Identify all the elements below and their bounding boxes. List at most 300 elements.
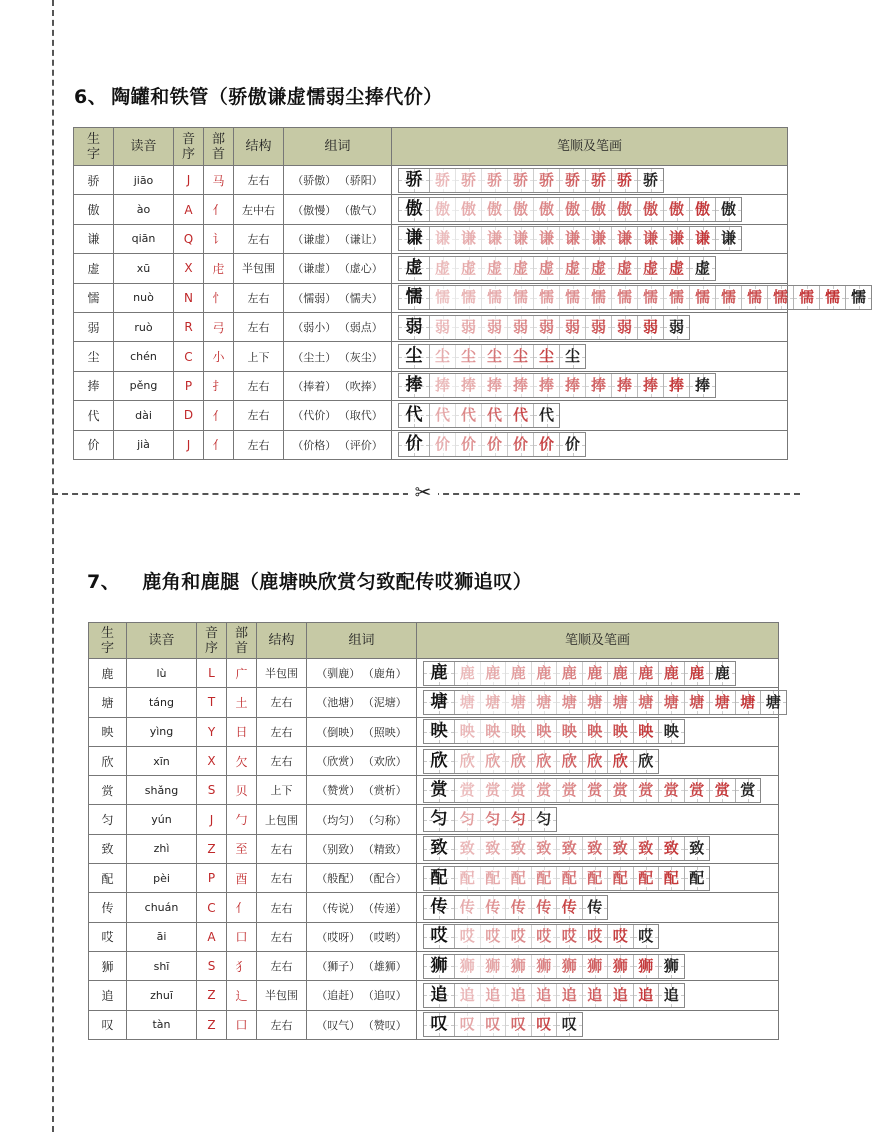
stroke-step-glyph: 致 bbox=[638, 839, 654, 858]
stroke-model-glyph: 映 bbox=[430, 721, 448, 742]
stroke-step-glyph: 欣 bbox=[638, 751, 654, 770]
stroke-step bbox=[612, 374, 638, 397]
structure: 左右 bbox=[234, 224, 284, 253]
stroke-step bbox=[481, 896, 507, 919]
stroke-step-glyph: 追 bbox=[536, 985, 552, 1004]
stroke-step bbox=[634, 750, 659, 773]
new-character: 哎 bbox=[89, 922, 127, 951]
pinyin: tàn bbox=[127, 1010, 197, 1039]
stroke-step-glyph: 映 bbox=[587, 722, 603, 741]
radical: 辶 bbox=[227, 981, 257, 1010]
stroke-step bbox=[456, 374, 482, 397]
stroke-step bbox=[612, 227, 638, 250]
stroke-order bbox=[417, 746, 779, 775]
stroke-step-glyph: 代 bbox=[538, 405, 554, 424]
stroke-step bbox=[710, 691, 736, 714]
new-character: 追 bbox=[89, 981, 127, 1010]
stroke-step bbox=[455, 691, 481, 714]
stroke-step-glyph: 赏 bbox=[561, 780, 577, 799]
word-example: （赏析） bbox=[368, 784, 407, 798]
word-examples bbox=[307, 659, 417, 688]
pinyin: shǎng bbox=[127, 776, 197, 805]
stroke-step-glyph: 虚 bbox=[460, 258, 476, 277]
stroke-step bbox=[685, 867, 710, 890]
stroke-step bbox=[716, 198, 741, 221]
stroke-step-glyph: 哎 bbox=[587, 927, 603, 946]
stroke-step-glyph: 谦 bbox=[512, 229, 528, 248]
stroke-step-glyph: 骄 bbox=[590, 170, 606, 189]
stroke-step bbox=[506, 837, 532, 860]
stroke-step-glyph: 塘 bbox=[587, 692, 603, 711]
stroke-step-glyph: 懦 bbox=[824, 288, 840, 307]
stroke-step-glyph: 傲 bbox=[616, 200, 632, 219]
stroke-step-glyph: 配 bbox=[485, 868, 501, 887]
stroke-step bbox=[690, 257, 715, 280]
structure: 左右 bbox=[257, 864, 307, 893]
stroke-step bbox=[534, 345, 560, 368]
phonetic-letter: J bbox=[197, 805, 227, 834]
stroke-order bbox=[417, 834, 779, 863]
stroke-step bbox=[508, 227, 534, 250]
stroke-order bbox=[392, 224, 788, 253]
pinyin: táng bbox=[127, 688, 197, 717]
stroke-step bbox=[560, 433, 585, 456]
structure: 左中右 bbox=[234, 195, 284, 224]
stroke-step bbox=[557, 750, 583, 773]
stroke-order bbox=[417, 776, 779, 805]
stroke-step-glyph: 傲 bbox=[434, 200, 450, 219]
stroke-step-glyph: 欣 bbox=[561, 751, 577, 770]
stroke-step-glyph: 骄 bbox=[460, 170, 476, 189]
stroke-model-char bbox=[424, 984, 455, 1007]
stroke-step bbox=[508, 374, 534, 397]
word-examples bbox=[284, 371, 392, 400]
stroke-step bbox=[506, 896, 532, 919]
stroke-step-glyph: 致 bbox=[689, 839, 705, 858]
stroke-step bbox=[716, 286, 742, 309]
stroke-step bbox=[685, 662, 711, 685]
stroke-step bbox=[481, 925, 507, 948]
stroke-step bbox=[482, 316, 508, 339]
stroke-step bbox=[634, 925, 659, 948]
stroke-step bbox=[455, 984, 481, 1007]
stroke-step bbox=[612, 257, 638, 280]
column-header-label: 笔顺及笔画 bbox=[564, 633, 630, 648]
stroke-step-glyph: 捧 bbox=[642, 376, 658, 395]
column-header-label: 结构 bbox=[245, 139, 272, 154]
stroke-step bbox=[659, 955, 684, 978]
column-header bbox=[127, 623, 197, 659]
stroke-step-glyph: 弱 bbox=[486, 317, 502, 336]
table-row bbox=[89, 688, 779, 717]
word-example: （赞赏） bbox=[316, 784, 361, 798]
stroke-grid bbox=[423, 983, 685, 1008]
stroke-step-glyph: 傲 bbox=[668, 200, 684, 219]
stroke-model-char bbox=[424, 750, 455, 773]
stroke-step-glyph: 代 bbox=[486, 405, 502, 424]
stroke-model-glyph: 追 bbox=[430, 984, 448, 1005]
stroke-step bbox=[638, 169, 663, 192]
stroke-step-glyph: 追 bbox=[612, 985, 628, 1004]
stroke-step-glyph: 赏 bbox=[459, 780, 475, 799]
header-row bbox=[89, 623, 779, 659]
stroke-step-glyph: 配 bbox=[663, 868, 679, 887]
stroke-grid bbox=[398, 285, 872, 310]
stroke-step-glyph: 配 bbox=[587, 868, 603, 887]
stroke-step-glyph: 虚 bbox=[512, 258, 528, 277]
stroke-step bbox=[664, 257, 690, 280]
new-character: 尘 bbox=[74, 342, 114, 371]
stroke-step-glyph: 捧 bbox=[694, 376, 710, 395]
structure: 左右 bbox=[257, 951, 307, 980]
stroke-step-glyph: 追 bbox=[510, 985, 526, 1004]
stroke-step bbox=[638, 286, 664, 309]
stroke-step-glyph: 弱 bbox=[590, 317, 606, 336]
word-examples bbox=[307, 717, 417, 746]
stroke-grid bbox=[398, 168, 664, 193]
phonetic-letter: A bbox=[174, 195, 204, 224]
table-row bbox=[89, 717, 779, 746]
stroke-step-glyph: 懦 bbox=[564, 288, 580, 307]
radical: 欠 bbox=[227, 746, 257, 775]
stroke-grid bbox=[423, 895, 608, 920]
stroke-step bbox=[532, 720, 558, 743]
stroke-step-glyph: 致 bbox=[459, 839, 475, 858]
stroke-step-glyph: 追 bbox=[485, 985, 501, 1004]
stroke-step bbox=[481, 867, 507, 890]
column-header-label: 部首 bbox=[234, 625, 248, 656]
stroke-step-glyph: 叹 bbox=[485, 1015, 501, 1034]
stroke-step-glyph: 赏 bbox=[612, 780, 628, 799]
stroke-step-glyph: 虚 bbox=[668, 258, 684, 277]
stroke-model-char bbox=[399, 316, 430, 339]
column-header bbox=[174, 128, 204, 166]
stroke-step-glyph: 懦 bbox=[512, 288, 528, 307]
stroke-step bbox=[508, 198, 534, 221]
stroke-step-glyph: 塘 bbox=[714, 692, 730, 711]
stroke-step-glyph: 骄 bbox=[564, 170, 580, 189]
stroke-step-glyph: 尘 bbox=[538, 347, 554, 366]
stroke-step-glyph: 代 bbox=[512, 405, 528, 424]
structure: 左右 bbox=[234, 401, 284, 430]
structure: 左右 bbox=[234, 166, 284, 195]
stroke-step bbox=[430, 316, 456, 339]
stroke-step-glyph: 鹿 bbox=[638, 663, 654, 682]
stroke-model-char bbox=[399, 227, 430, 250]
stroke-step-glyph: 傲 bbox=[538, 200, 554, 219]
stroke-step-glyph: 虚 bbox=[486, 258, 502, 277]
stroke-step-glyph: 虚 bbox=[434, 258, 450, 277]
table-row bbox=[74, 430, 788, 459]
structure: 半包围 bbox=[257, 659, 307, 688]
stroke-model-glyph: 赏 bbox=[430, 779, 448, 800]
stroke-step-glyph: 傲 bbox=[512, 200, 528, 219]
stroke-step bbox=[638, 374, 664, 397]
stroke-step-glyph: 虚 bbox=[642, 258, 658, 277]
table-row bbox=[89, 893, 779, 922]
column-header-label: 结构 bbox=[268, 633, 295, 648]
stroke-step bbox=[608, 720, 634, 743]
radical: 小 bbox=[204, 342, 234, 371]
phonetic-letter: Z bbox=[197, 1010, 227, 1039]
stroke-step bbox=[634, 837, 660, 860]
stroke-step bbox=[736, 691, 762, 714]
stroke-step bbox=[560, 169, 586, 192]
stroke-step-glyph: 欣 bbox=[536, 751, 552, 770]
stroke-step-glyph: 价 bbox=[512, 435, 528, 454]
stroke-step bbox=[532, 662, 558, 685]
stroke-step bbox=[560, 198, 586, 221]
stroke-step bbox=[608, 867, 634, 890]
stroke-step-glyph: 赏 bbox=[714, 780, 730, 799]
table-row bbox=[89, 1010, 779, 1039]
new-character: 价 bbox=[74, 430, 114, 459]
stroke-step-glyph: 叹 bbox=[536, 1015, 552, 1034]
table-row bbox=[89, 864, 779, 893]
stroke-step bbox=[586, 257, 612, 280]
column-header-label: 生字 bbox=[100, 625, 114, 656]
stroke-step bbox=[659, 662, 685, 685]
new-character: 塘 bbox=[89, 688, 127, 717]
stroke-step bbox=[608, 750, 634, 773]
column-header-label: 读音 bbox=[130, 139, 157, 154]
stroke-step bbox=[608, 925, 634, 948]
stroke-step bbox=[583, 691, 609, 714]
phonetic-letter: Z bbox=[197, 834, 227, 863]
stroke-step bbox=[481, 1013, 507, 1036]
stroke-step bbox=[532, 925, 558, 948]
structure: 左右 bbox=[257, 922, 307, 951]
pinyin: qiān bbox=[114, 224, 174, 253]
stroke-step-glyph: 塘 bbox=[510, 692, 526, 711]
new-character: 传 bbox=[89, 893, 127, 922]
stroke-step bbox=[532, 779, 558, 802]
pinyin: chén bbox=[114, 342, 174, 371]
column-header-label: 组词 bbox=[348, 633, 375, 648]
stroke-step bbox=[430, 345, 456, 368]
stroke-step-glyph: 骄 bbox=[486, 170, 502, 189]
stroke-step bbox=[456, 257, 482, 280]
stroke-step bbox=[557, 691, 583, 714]
structure: 上包围 bbox=[257, 805, 307, 834]
stroke-step bbox=[482, 198, 508, 221]
word-examples bbox=[307, 893, 417, 922]
column-header bbox=[197, 623, 227, 659]
stroke-step bbox=[608, 955, 634, 978]
stroke-step-glyph: 谦 bbox=[668, 229, 684, 248]
structure: 半包围 bbox=[257, 981, 307, 1010]
phonetic-letter: C bbox=[174, 342, 204, 371]
stroke-step bbox=[430, 433, 456, 456]
stroke-step bbox=[506, 867, 532, 890]
stroke-step bbox=[481, 750, 507, 773]
stroke-step-glyph: 弱 bbox=[642, 317, 658, 336]
word-example: （虚心） bbox=[344, 262, 383, 276]
stroke-step-glyph: 鹿 bbox=[485, 663, 501, 682]
word-examples bbox=[307, 922, 417, 951]
stroke-model-char bbox=[399, 257, 430, 280]
phonetic-letter: Y bbox=[197, 717, 227, 746]
section-7-title bbox=[87, 567, 532, 594]
word-example: （谦让） bbox=[344, 232, 383, 246]
stroke-step bbox=[456, 433, 482, 456]
stroke-model-char bbox=[399, 198, 430, 221]
stroke-step bbox=[532, 867, 558, 890]
word-example: （欣赏） bbox=[316, 755, 361, 769]
stroke-step-glyph: 骄 bbox=[616, 170, 632, 189]
radical: 贝 bbox=[227, 776, 257, 805]
section-number: 7、 bbox=[87, 571, 121, 593]
stroke-step bbox=[634, 955, 660, 978]
stroke-step-glyph: 塘 bbox=[561, 692, 577, 711]
word-example: （别致） bbox=[316, 842, 361, 856]
radical: 忄 bbox=[204, 283, 234, 312]
stroke-model-glyph: 配 bbox=[430, 867, 448, 888]
stroke-step-glyph: 谦 bbox=[694, 229, 710, 248]
table-row bbox=[89, 776, 779, 805]
stroke-step bbox=[455, 837, 481, 860]
stroke-step-glyph: 追 bbox=[638, 985, 654, 1004]
stroke-step-glyph: 赏 bbox=[536, 780, 552, 799]
stroke-grid bbox=[423, 924, 659, 949]
stroke-grid bbox=[398, 197, 742, 222]
stroke-model-glyph: 匀 bbox=[430, 809, 448, 830]
word-example: （鹿角） bbox=[368, 667, 407, 681]
stroke-step bbox=[768, 286, 794, 309]
stroke-model-char bbox=[424, 837, 455, 860]
stroke-step-glyph: 谦 bbox=[564, 229, 580, 248]
radical: 口 bbox=[227, 922, 257, 951]
word-example: （骄阳） bbox=[344, 174, 383, 188]
stroke-step bbox=[557, 720, 583, 743]
stroke-step-glyph: 映 bbox=[561, 722, 577, 741]
stroke-step bbox=[586, 169, 612, 192]
radical: 土 bbox=[227, 688, 257, 717]
stroke-step bbox=[534, 227, 560, 250]
stroke-step bbox=[534, 374, 560, 397]
phonetic-letter: X bbox=[174, 254, 204, 283]
stroke-step-glyph: 匀 bbox=[510, 810, 526, 829]
new-character: 捧 bbox=[74, 371, 114, 400]
stroke-step bbox=[532, 750, 558, 773]
radical: 亻 bbox=[204, 401, 234, 430]
structure: 左右 bbox=[234, 371, 284, 400]
stroke-step-glyph: 鹿 bbox=[561, 663, 577, 682]
new-character: 欣 bbox=[89, 746, 127, 775]
stroke-grid bbox=[398, 373, 716, 398]
stroke-step bbox=[634, 867, 660, 890]
stroke-step bbox=[508, 257, 534, 280]
column-header-label: 音序 bbox=[204, 625, 218, 656]
phonetic-letter: S bbox=[197, 951, 227, 980]
stroke-step-glyph: 哎 bbox=[536, 927, 552, 946]
table-row bbox=[89, 981, 779, 1010]
stroke-step bbox=[456, 169, 482, 192]
table-row bbox=[74, 166, 788, 195]
pinyin: zhuī bbox=[127, 981, 197, 1010]
new-character: 映 bbox=[89, 717, 127, 746]
column-header bbox=[234, 128, 284, 166]
structure: 半包围 bbox=[234, 254, 284, 283]
word-example: （懦弱） bbox=[292, 291, 337, 305]
stroke-step bbox=[608, 837, 634, 860]
stroke-step-glyph: 傲 bbox=[694, 200, 710, 219]
stroke-model-glyph: 叹 bbox=[430, 1014, 448, 1035]
pinyin: yún bbox=[127, 805, 197, 834]
stroke-step-glyph: 虚 bbox=[590, 258, 606, 277]
stroke-step-glyph: 价 bbox=[460, 435, 476, 454]
stroke-step-glyph: 捧 bbox=[460, 376, 476, 395]
stroke-model-glyph: 傲 bbox=[405, 199, 423, 220]
stroke-step-glyph: 配 bbox=[510, 868, 526, 887]
word-example: （泥塘） bbox=[368, 696, 407, 710]
stroke-grid bbox=[423, 661, 736, 686]
stroke-step-glyph: 傲 bbox=[486, 200, 502, 219]
stroke-step-glyph: 弱 bbox=[460, 317, 476, 336]
stroke-step-glyph: 配 bbox=[689, 868, 705, 887]
stroke-step-glyph: 虚 bbox=[694, 258, 710, 277]
word-example: （配合） bbox=[368, 872, 407, 886]
stroke-model-glyph: 狮 bbox=[430, 955, 448, 976]
stroke-model-glyph: 欣 bbox=[430, 750, 448, 771]
stroke-step bbox=[583, 720, 609, 743]
column-header bbox=[227, 623, 257, 659]
new-character: 傲 bbox=[74, 195, 114, 224]
stroke-step bbox=[481, 837, 507, 860]
stroke-model-char bbox=[399, 345, 430, 368]
stroke-model-char bbox=[424, 896, 455, 919]
stroke-order bbox=[417, 1010, 779, 1039]
table-row bbox=[74, 401, 788, 430]
stroke-step-glyph: 弱 bbox=[512, 317, 528, 336]
stroke-step bbox=[583, 750, 609, 773]
table-row bbox=[89, 951, 779, 980]
stroke-step bbox=[583, 867, 609, 890]
stroke-step bbox=[608, 662, 634, 685]
stroke-step-glyph: 狮 bbox=[485, 956, 501, 975]
stroke-step-glyph: 哎 bbox=[612, 927, 628, 946]
stroke-step bbox=[430, 286, 456, 309]
word-example: （精致） bbox=[368, 842, 407, 856]
radical: 口 bbox=[227, 1010, 257, 1039]
stroke-step-glyph: 塘 bbox=[536, 692, 552, 711]
stroke-step bbox=[508, 404, 534, 427]
pinyin: dài bbox=[114, 401, 174, 430]
stroke-step bbox=[820, 286, 846, 309]
stroke-step-glyph: 尘 bbox=[434, 347, 450, 366]
stroke-step-glyph: 传 bbox=[510, 898, 526, 917]
stroke-step-glyph: 骄 bbox=[642, 170, 658, 189]
stroke-step bbox=[557, 955, 583, 978]
stroke-step-glyph: 尘 bbox=[564, 347, 580, 366]
stroke-order bbox=[417, 659, 779, 688]
stroke-step-glyph: 骄 bbox=[434, 170, 450, 189]
word-example: （狮子） bbox=[316, 960, 361, 974]
word-example: （叹气） bbox=[316, 1018, 361, 1032]
stroke-step-glyph: 谦 bbox=[486, 229, 502, 248]
stroke-step bbox=[482, 374, 508, 397]
phonetic-letter: J bbox=[174, 166, 204, 195]
stroke-step bbox=[560, 286, 586, 309]
pinyin: pěng bbox=[114, 371, 174, 400]
stroke-step bbox=[506, 984, 532, 1007]
word-example: （赞叹） bbox=[368, 1018, 407, 1032]
word-example: （吹捧） bbox=[344, 379, 383, 393]
stroke-order bbox=[392, 401, 788, 430]
stroke-step bbox=[608, 691, 634, 714]
section-heading: 陶罐和铁管（骄傲谦虚懦弱尘捧代价） bbox=[111, 86, 443, 108]
stroke-model-glyph: 哎 bbox=[430, 926, 448, 947]
